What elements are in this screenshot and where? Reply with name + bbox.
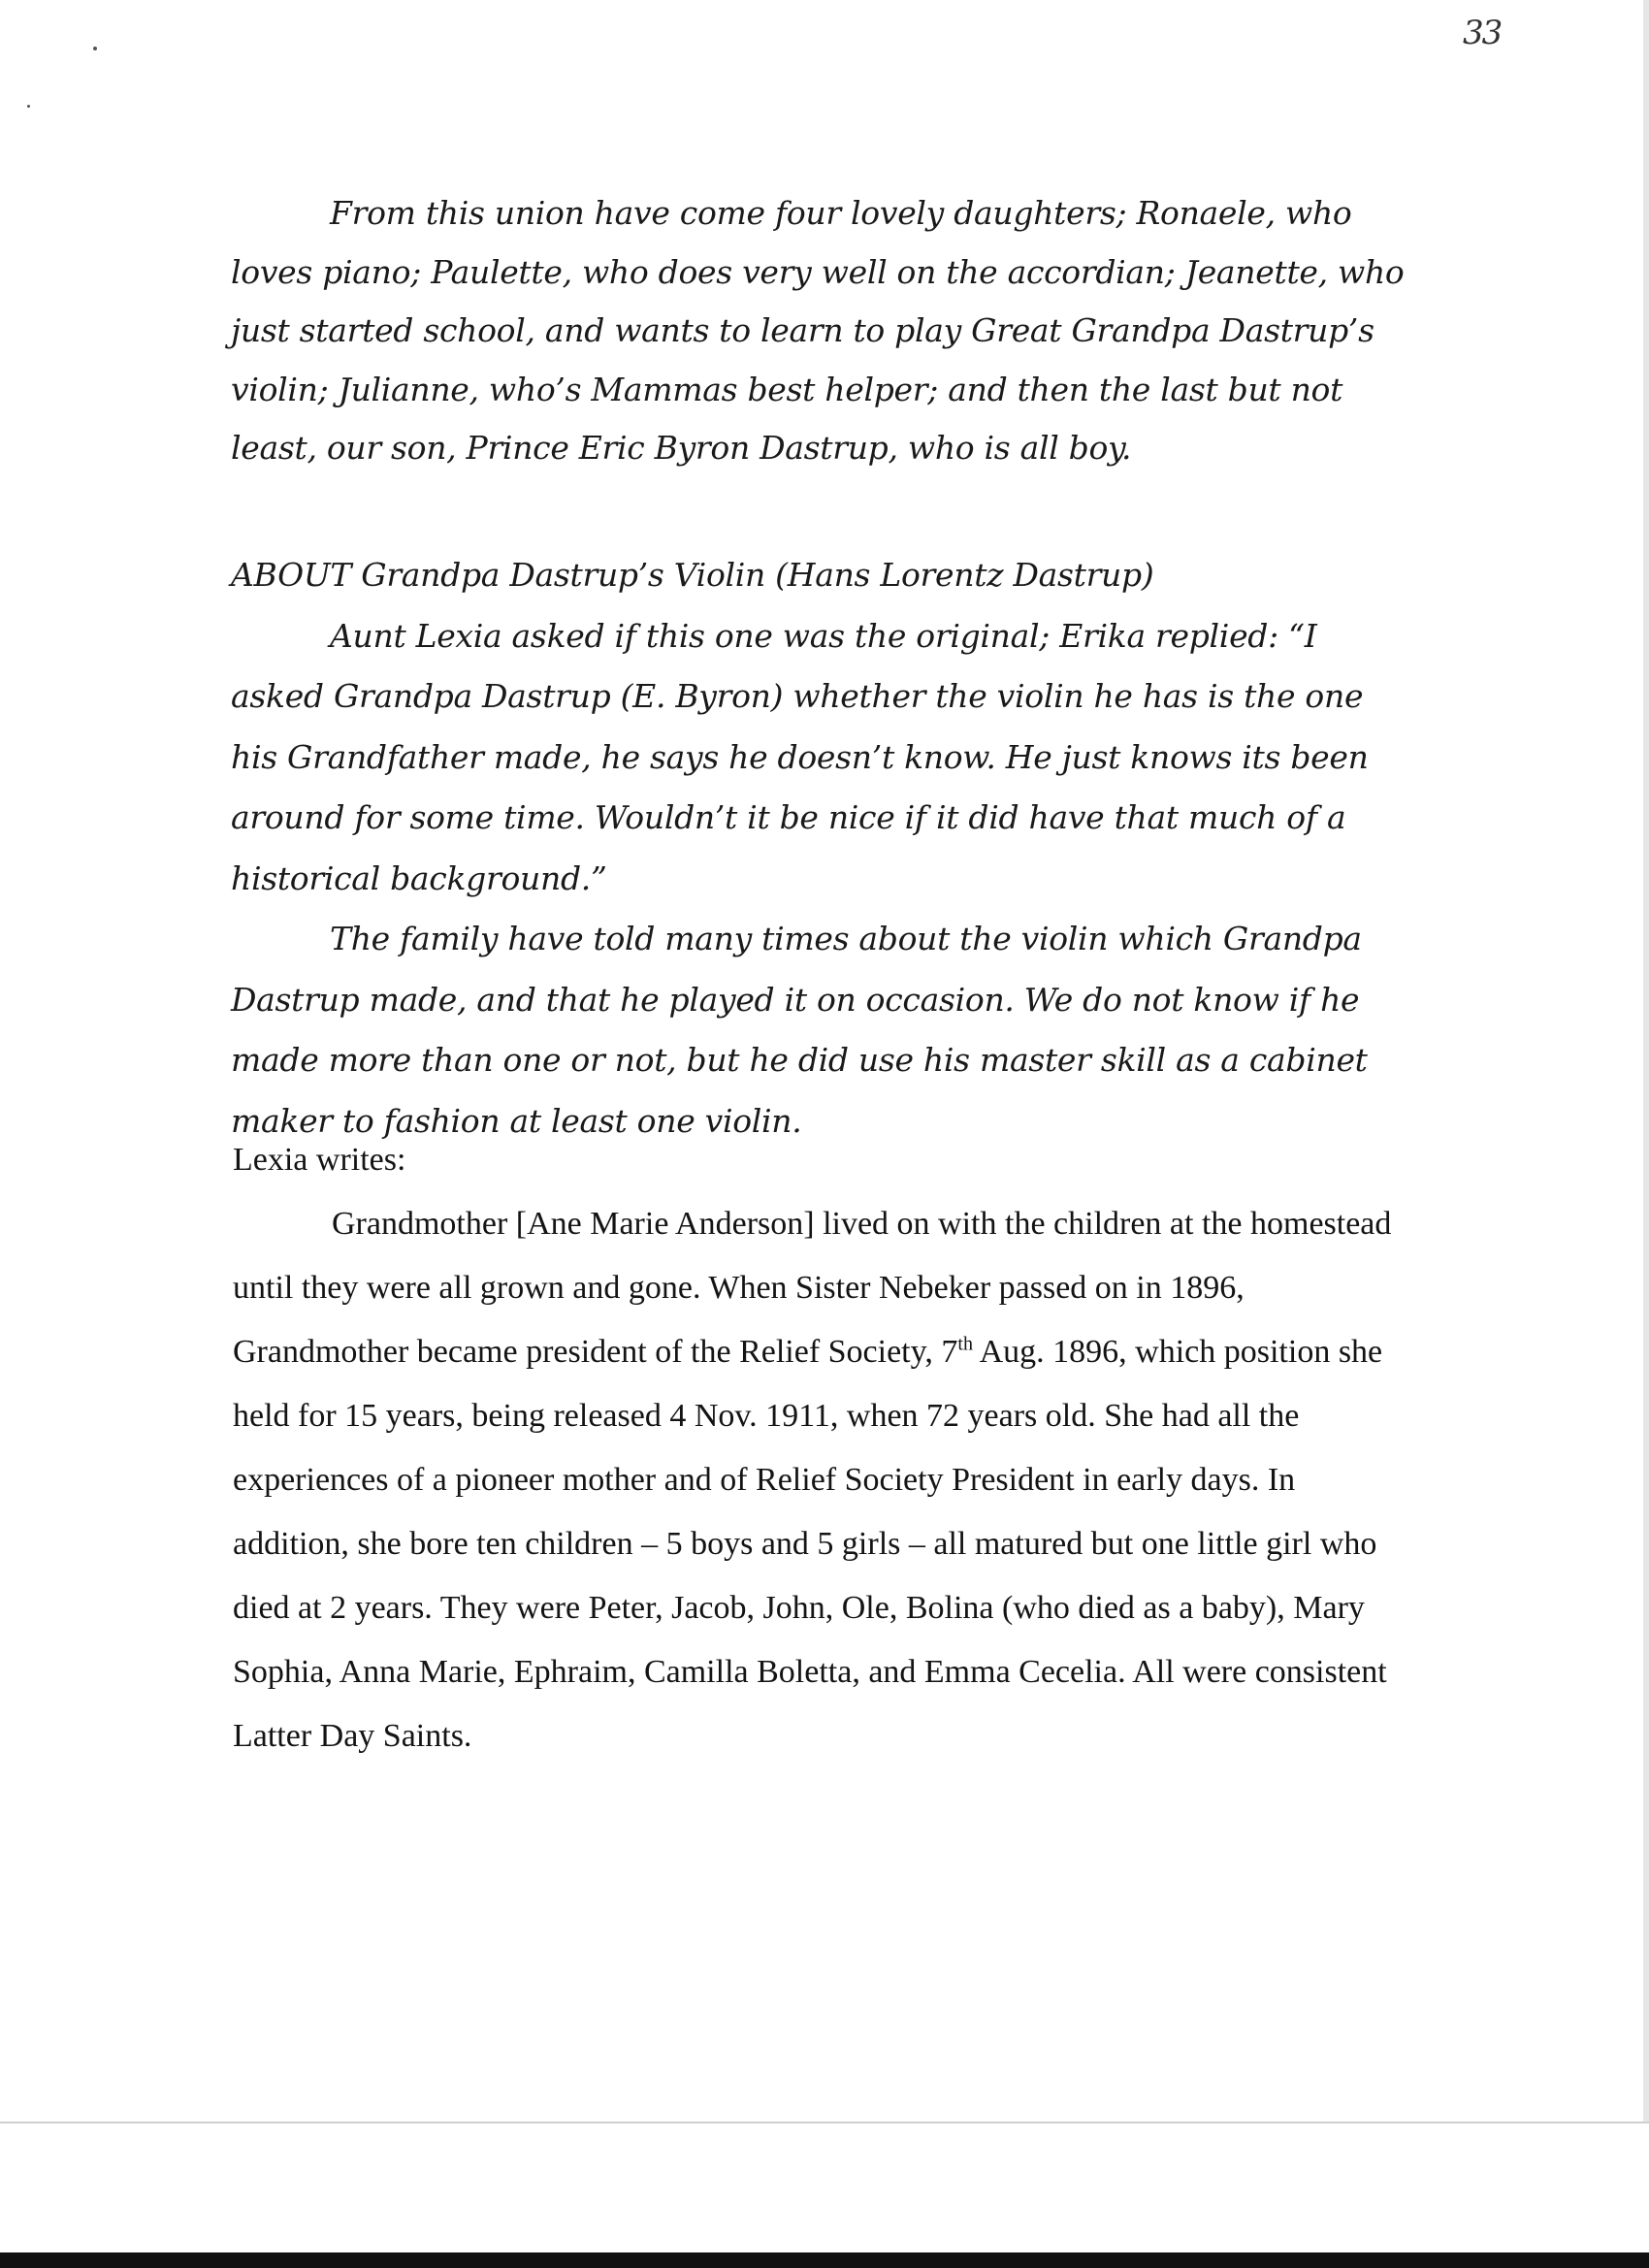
lexia-label-section [233, 1139, 1416, 1182]
scan-bottom-edge [0, 2252, 1649, 2268]
violin-paragraph-1: Aunt Lexia asked if this one was the original; Erika replied: “I asked Grandpa Dastrup (E. Byron) whether the violin he has is the one his Grandfather made, he says he doesn’t know. He just knows its been around for some time. Wouldn’t it be nice if it did have that much of a historical background.” [231, 616, 1369, 897]
grandmother-text-start: Grandmother [Ane Marie Anderson] lived on with the children at the homestead until they were all grown and gone. When Sister Nebeker passed on in 1896, Grandmother became president of the Relief Society, 7 [233, 1206, 1392, 1370]
lexia-label: Lexia writes: [233, 1142, 406, 1178]
scan-speck [93, 47, 97, 50]
scan-fold-line [0, 2122, 1649, 2123]
intro-paragraph: From this union have come four lovely daughters; Ronaele, who loves piano; Paulette, who does very well on the accordian; Jeanette, who just started school, and wants to learn to play Great Grandpa Dastrup’s violin; Julianne, who’s Mammas best helper; and then the last but not least, our son, Prince Eric Byron Dastrup, who is all boy. [231, 194, 1405, 467]
intro-section [231, 184, 1414, 478]
violin-heading: ABOUT Grandpa Dastrup’s Violin (Hans Lorentz Dastrup) [231, 556, 1154, 594]
grandmother-section [233, 1192, 1416, 1768]
ordinal-suffix: th [957, 1333, 973, 1355]
violin-section [231, 545, 1414, 1151]
scan-speck [27, 105, 30, 108]
grandmother-paragraph [233, 1192, 1416, 1768]
violin-paragraph-2: The family have told many times about the violin which Grandpa Dastrup made, and that he played it on occasion. We do not know if he made more than one or not, but he did use his master skill as a cabinet maker to fashion at least one violin. [231, 920, 1368, 1140]
scan-right-edge [1643, 0, 1649, 2122]
grandmother-text-end: Aug. 1896, which position she held for 15 years, being released 4 Nov. 1911, when 72 years old. She had all the experiences of a pioneer mother and of Relief Society President in early days. In addition, she bore ten children – 5 boys and 5 girls – all matured but one little girl who died at 2 years. They were Peter, Jacob, John, Ole, Bolina (who died as a baby), Mary Sophia, Anna Marie, Ephraim, Camilla Boletta, and Emma Cecelia. All were consistent Latter Day Saints. [233, 1334, 1387, 1754]
page-number: 33 [1463, 14, 1502, 52]
